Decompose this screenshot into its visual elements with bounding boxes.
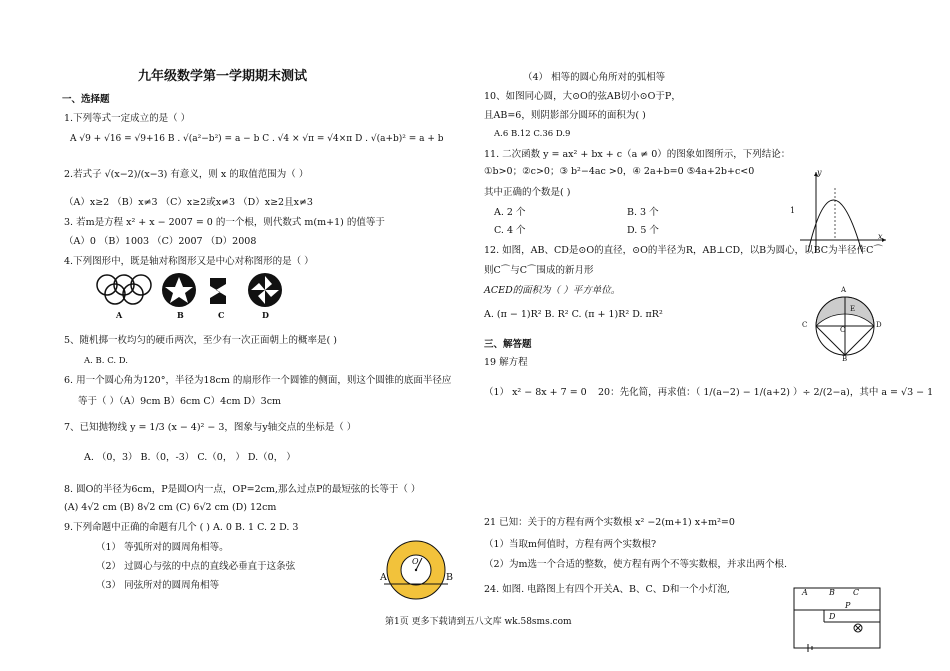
question-19: 19 解方程 — [484, 357, 528, 368]
fig9-label-o: O — [412, 557, 419, 566]
section-choice-heading: 一、选择题 — [62, 94, 110, 105]
question-21-part-2: （2）为m选一个合适的整数，使方程有两个不等实数根，并求出两个根. — [484, 559, 788, 570]
flower-emblem-figure — [162, 273, 196, 307]
question-11-option-d: D. 5 个 — [627, 225, 659, 236]
question-11-conditions: ①b>0；②c>0；③ b²−4ac >0，④ 2a+b=0 ⑤4a+2b+c<0 — [484, 166, 755, 177]
fig11-label-x: x — [878, 232, 883, 241]
question-7-options: A. （0，3） B.（0，-3） C.（0， ） D.（0， ） — [84, 452, 296, 463]
question-1-options: A √9 + √16 = √9+16 B . √(a²−b²) = a − b C . √4 × √π = √4×π D . √(a+b)² = a + b — [70, 134, 444, 144]
question-10-line-2: 且AB=6，则阴影部分圆环的面积为( ) — [484, 110, 646, 121]
fig12-label-b: B — [842, 355, 848, 363]
question-12-line-2: 则C⌒与C⌒围成的新月形 — [484, 265, 594, 276]
question-4-figures — [94, 272, 334, 322]
fig24-label-b: B — [829, 588, 835, 597]
q4-label-d: D — [262, 310, 269, 320]
question-9-statement-1: （1） 等弧所对的圆周角相等。 — [96, 542, 229, 553]
question-8-options: (A) 4√2 cm (B) 8√2 cm (C) 6√2 cm (D) 12cm — [64, 502, 277, 513]
fig24-label-a: A — [802, 588, 808, 597]
question-6-options: 等于（ ）（A）9cm B）6cm C）4cm D）3cm — [78, 396, 282, 407]
fig12-label-c: C — [802, 321, 808, 329]
fig12-label-e: E — [850, 305, 856, 313]
question-12: 12. 如图，AB、CD是⊙O的直径，⊙O的半径为R，AB⊥CD，以B为圆心，以BC为半径作C⌒ — [484, 245, 883, 256]
question-11-option-c: C. 4 个 — [494, 225, 526, 236]
question-7: 7、已知抛物线 y = 1/3 (x − 4)² − 3，图象与y轴交点的坐标是（ ） — [64, 422, 357, 433]
circuit-diagram-figure — [786, 582, 886, 658]
fig11-label-y: y — [817, 168, 822, 177]
question-11-option-a: A. 2 个 — [494, 207, 526, 218]
suzuki-logo-figure — [210, 278, 226, 304]
question-9-statement-4: （4） 相等的圆心角所对的弧相等 — [523, 72, 666, 83]
question-10-options: A.6 B.12 C.36 D.9 — [494, 129, 571, 139]
page-footer: 第1页 更多下载请到五八文库 wk.58sms.com — [385, 617, 572, 627]
question-9-statement-3: （3） 同弦所对的圆周角相等 — [96, 580, 220, 591]
fig9-label-a: A — [380, 572, 387, 583]
page-title: 九年级数学第一学期期末测试 — [138, 69, 308, 84]
question-1: 1.下列等式一定成立的是（ ） — [64, 113, 191, 124]
question-24: 24. 如图. 电路图上有四个开关A、B、C、D和一个小灯泡, — [484, 584, 730, 595]
q4-label-c: C — [218, 310, 225, 320]
olympic-rings-figure — [97, 275, 151, 304]
question-20: 20：先化简，再求值：（ 1/(a−2) − 1/(a+2) ）÷ 2/(2−a)，其中 a = √3 − 1 — [598, 387, 934, 398]
concentric-circles-figure — [376, 538, 456, 606]
question-9: 9.下列命题中正确的命题有几个 ( ) A. 0 B. 1 C. 2 D. 3 — [64, 522, 299, 533]
fig24-label-c: C — [853, 588, 860, 597]
fig11-label-1: 1 — [790, 206, 796, 215]
pinwheel-emblem-figure — [248, 273, 282, 307]
question-11-option-b: B. 3 个 — [627, 207, 659, 218]
question-21: 21 已知：关于的方程有两个实数根 x² −2(m+1) x+m²=0 — [484, 517, 735, 528]
question-21-part-1: （1）当取m何值时，方程有两个实数根? — [484, 539, 657, 550]
question-19-equation: （1） x² − 8x + 7 = 0 — [484, 387, 587, 398]
question-5-options: A. B. C. D. — [84, 356, 129, 366]
q4-label-a: A — [116, 310, 123, 320]
parabola-graph-figure — [798, 168, 890, 254]
section-answer-heading: 三、解答题 — [484, 339, 532, 350]
fig24-label-d: D — [829, 612, 836, 621]
question-8: 8. 圆O的半径为6cm，P是圆O内一点，OP=2cm,那么过点P的最短弦的长等于（ ） — [64, 484, 421, 495]
question-12-line-3: ACED的面积为（ ）平方单位。 — [484, 285, 621, 296]
question-2: 2.若式子 √(x−2)/(x−3) 有意义，则 x 的取值范围为（ ） — [64, 169, 309, 180]
fig24-label-p: P — [845, 601, 851, 610]
question-2-options: （A）x≥2 （B）x≠3 （C）x≥2或x≠3 （D）x≥2且x≠3 — [64, 197, 313, 208]
question-6: 6. 用一个圆心角为120°，半径为18cm 的扇形作一个圆锥的侧面，则这个圆锥的底面半径应 — [64, 375, 452, 386]
question-11-ask: 其中正确的个数是( ) — [484, 187, 571, 198]
question-3: 3. 若m是方程 x² + x − 2007 = 0 的一个根，则代数式 m(m+1) 的值等于 — [64, 217, 385, 228]
question-9-statement-2: （2） 过圆心与弦的中点的直线必垂直于这条弦 — [96, 561, 296, 572]
fig12-label-a: A — [841, 286, 847, 294]
fig12-label-d: D — [876, 321, 882, 329]
question-12-options: A. (π − 1)R² B. R² C. (π + 1)R² D. πR² — [484, 309, 663, 320]
question-3-options: （A）0 （B）1003 （C）2007 （D）2008 — [64, 236, 257, 247]
question-5: 5、随机掷一枚均匀的硬币两次，至少有一次正面朝上的概率是( ) — [64, 335, 337, 346]
question-4: 4.下列图形中，既是轴对称图形又是中心对称图形的是（ ） — [64, 256, 314, 267]
fig12-label-o: O — [840, 326, 846, 334]
question-10: 10、如图同心圆，大⊙O的弦AB切小⊙O于P， — [484, 91, 681, 102]
question-11: 11. 二次函数 y = ax² + bx + c（a ≠ 0）的图象如图所示，下列结论： — [484, 149, 791, 160]
fig9-label-b: B — [446, 572, 453, 583]
q4-label-b: B — [177, 310, 184, 320]
